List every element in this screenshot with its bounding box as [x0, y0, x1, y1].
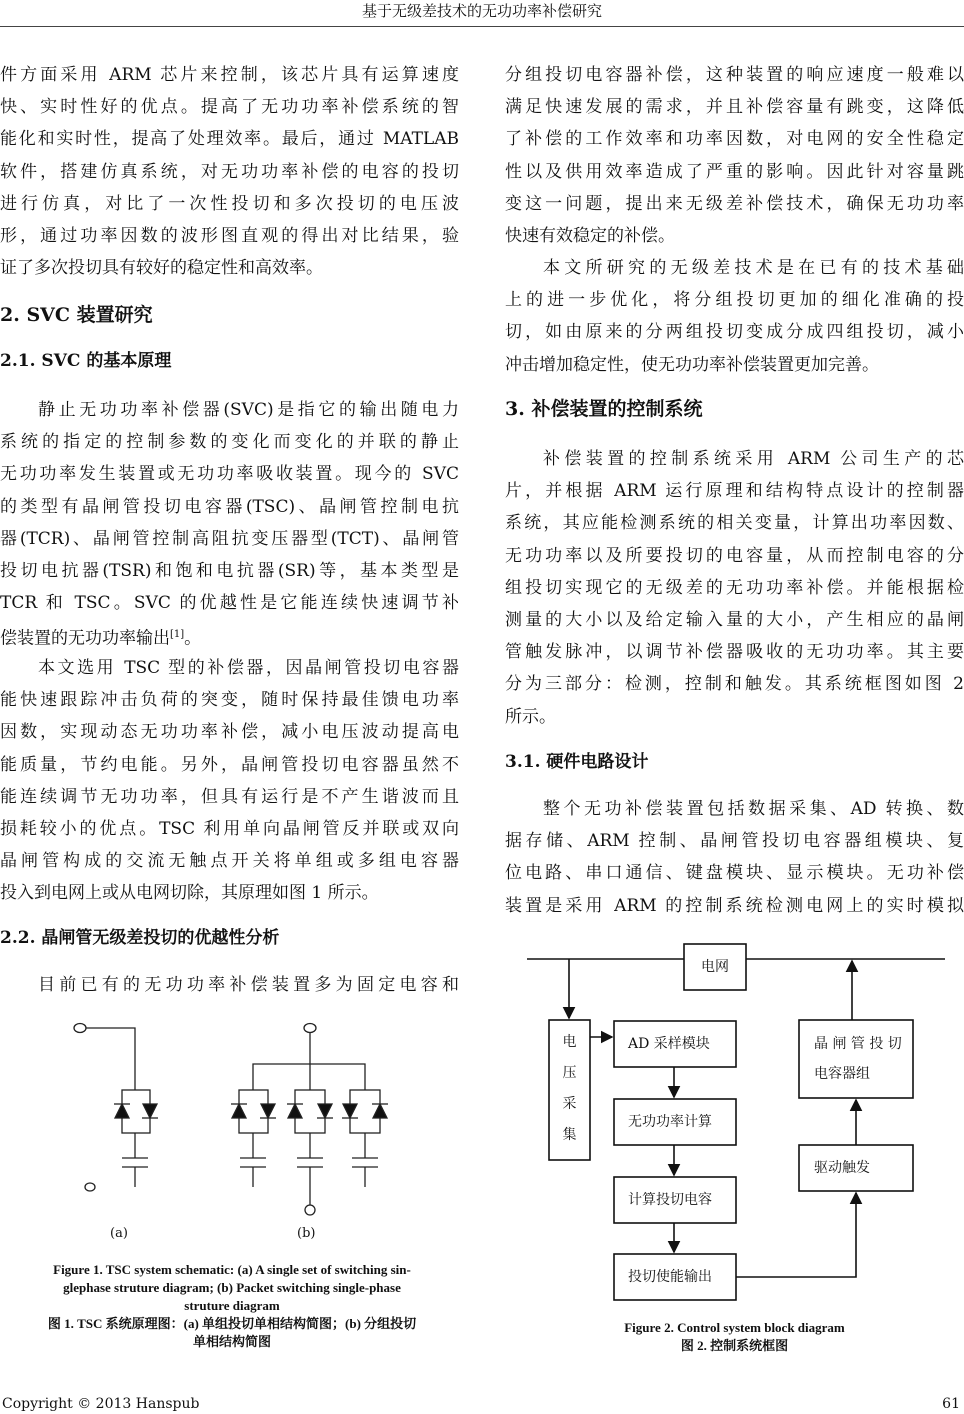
text-line: 因数，实现动态无功功率补偿，减小电压波动提高电 [0, 722, 459, 743]
text-line: 晶闸管构成的交流无触点开关将单组或多组电容器 [0, 851, 459, 872]
section-heading: 2.2. 晶闸管无级差投切的优越性分析 [0, 928, 280, 948]
text-line: 证了多次投切具有较好的稳定性和高效率。 [0, 258, 323, 279]
text-line: 投切电抗器(TSR)和饱和电抗器(SR)等，基本类型是 [0, 561, 459, 581]
text-line: 能快速跟踪冲击负荷的突变，随时保持最佳馈电功率 [0, 690, 459, 711]
text-line: 快、实时性好的优点。提高了无功功率补偿系统的智 [0, 97, 459, 118]
text-line: 件方面采用 ARM 芯片来控制，该芯片具有运算速度 [0, 65, 459, 85]
text-line: 满足快速发展的需求，并且补偿容量有跳变，这降低 [505, 97, 964, 118]
text-line: 位电路、串口通信、键盘模块、显示模块。无功补偿 [505, 863, 964, 884]
text-line: 能连续调节无功功率，但具有运行是不产生谐波而且 [0, 786, 459, 807]
text-line: 分为三部分：检测，控制和触发。其系统框图如图 2 [505, 674, 964, 695]
citation-ref: [1] [170, 629, 185, 641]
text-line: 本文选用 TSC 型的补偿器，因晶闸管投切电容器 [38, 658, 459, 678]
figure-2-caption [505, 1319, 964, 1355]
text-line: 装置是采用 ARM 的控制系统检测电网上的实时模拟 [505, 895, 964, 916]
text-line: 进行仿真，对比了一次性投切和多次投切的电压波 [0, 193, 459, 214]
text-line: 系统的指定的控制参数的变化而变化的并联的静止 [0, 432, 459, 453]
text-line: TCR 和 TSC。SVC 的优越性是它能连续快速调节补 [0, 593, 459, 614]
figure-1-label-a: (a) [110, 1226, 128, 1241]
section-heading: 3. 补偿装置的控制系统 [505, 398, 703, 420]
caption-line-en: Figure 1. TSC system schematic: (a) A single set of switching sin- [53, 1262, 411, 1277]
text-line: 能质量，节约电能。另外，晶闸管投切电容器虽然不 [0, 754, 459, 775]
text-line: 片，并根据 ARM 运行原理和结构特点设计的控制器 [505, 481, 964, 502]
text-line: 上的进一步优化，将分组投切更加的细化准确的投 [505, 290, 964, 311]
text-line: 损耗较小的优点。TSC 利用单向晶闸管反并联或双向 [0, 819, 459, 839]
section-heading: 3.1. 硬件电路设计 [505, 752, 649, 772]
text-line: 切，如由原来的分两组投切变成分成四组投切，减小 [505, 322, 964, 343]
text-line: 形，通过功率因数的波形图直观的得出对比结果，验 [0, 226, 459, 246]
text-line: 整个无功补偿装置包括数据采集、AD 转换、数 [543, 799, 964, 819]
text-line: 分组投切电容器补偿，这种装置的响应速度一般难以 [505, 65, 964, 85]
text-line: 了补偿的工作效率和功率因数，对电网的安全性稳定 [505, 129, 964, 150]
text-line: 能化和实时性，提高了处理效率。最后，通过 MATLAB [0, 129, 459, 150]
voltage-label-2: 压 [562, 1065, 577, 1081]
text-line: 的类型有晶闸管投切电容器(TSC)、晶闸管控制电抗 [0, 496, 459, 517]
text-line: 所示。 [505, 706, 556, 727]
caption-line-zh: 图 1. TSC 系统原理图：(a) 单组投切单相结构简图；(b) 分组投切 [47, 1316, 417, 1331]
text-line: 系统，其应能检测系统的相关变量，计算出功率因数、 [505, 513, 964, 534]
copyright: Copyright © 2013 Hanspub [2, 1396, 200, 1412]
text-line: 管触发脉冲，以调节补偿器吸收的无功功率。其主要 [505, 642, 964, 663]
text-line: 补偿装置的控制系统采用 ARM 公司生产的芯 [543, 449, 964, 469]
text-line: 无功功率以及所要投切的电容量，从而控制电容的分 [505, 545, 964, 566]
section-heading: 2. SVC 装置研究 [0, 304, 153, 326]
text-line: 软件，搭建仿真系统，对无功功率补偿的电容的投切 [0, 161, 459, 182]
text-line: 无功功率发生装置或无功功率吸收装置。现今的 SVC [0, 464, 459, 485]
page-number: 61 [942, 1396, 960, 1412]
enable-label: 投切使能输出 [628, 1269, 712, 1285]
text-line: 变这一问题，提出来无级差补偿技术，确保无功功率 [505, 193, 964, 214]
caption-line-en: glephase struture diagram; (b) Packet switching single-phase [63, 1280, 401, 1295]
calc-label: 计算投切电容 [628, 1192, 712, 1208]
thyristor-label-1: 晶 闸 管 投 切 [814, 1036, 902, 1052]
text-line: 目前已有的无功功率补偿装置多为固定电容和 [38, 975, 459, 995]
figure-1-label-b: (b) [297, 1226, 316, 1241]
text-line: 静止无功功率补偿器(SVC)是指它的输出随电力 [38, 400, 459, 420]
figure-2-caption-zh: 图 2. 控制系统框图 [680, 1338, 789, 1353]
text-line: 器(TCR)、晶闸管控制高阻抗变压器型(TCT)、晶闸管 [0, 528, 459, 549]
reactive-label: 无功功率计算 [628, 1114, 712, 1130]
text-line: 本文所研究的无级差技术是在已有的技术基础 [543, 258, 964, 278]
voltage-label-4: 集 [562, 1127, 577, 1143]
voltage-label-1: 电 [562, 1034, 577, 1050]
text-line: 据存储、ARM 控制、晶闸管投切电容器组模块、复 [505, 831, 964, 852]
caption-line-en: struture diagram [184, 1298, 280, 1313]
text-line: 测量的大小以及给定输入量的大小，产生相应的晶闸 [505, 610, 964, 630]
text-line: 性以及供用效率造成了严重的影响。因此针对容量跳 [505, 161, 964, 182]
figure-2-caption-en: Figure 2. Control system block diagram [624, 1320, 845, 1335]
text-line: 快速有效稳定的补偿。 [505, 226, 675, 246]
drive-label: 驱动触发 [814, 1160, 870, 1176]
ad-label: AD 采样模块 [628, 1036, 710, 1052]
text-line: 组投切实现它的无级差的无功功率补偿。并能根据检 [505, 577, 964, 598]
text-line: 投入到电网上或从电网切除，其原理如图 1 所示。 [0, 883, 379, 904]
thyristor-label-2: 电容器组 [814, 1066, 870, 1082]
grid-label: 电网 [701, 959, 729, 975]
running-header: 基于无级差技术的无功功率补偿研究 [361, 2, 602, 20]
caption-line-zh: 单相结构简图 [192, 1334, 271, 1349]
text-span: 偿装置的无功功率输出 [0, 629, 170, 650]
voltage-label-3: 采 [562, 1096, 577, 1112]
section-heading: 2.1. SVC 的基本原理 [0, 351, 172, 371]
text-span: 。 [184, 629, 202, 650]
text-line: 冲击增加稳定性，使无功功率补偿装置更加完善。 [505, 354, 879, 375]
